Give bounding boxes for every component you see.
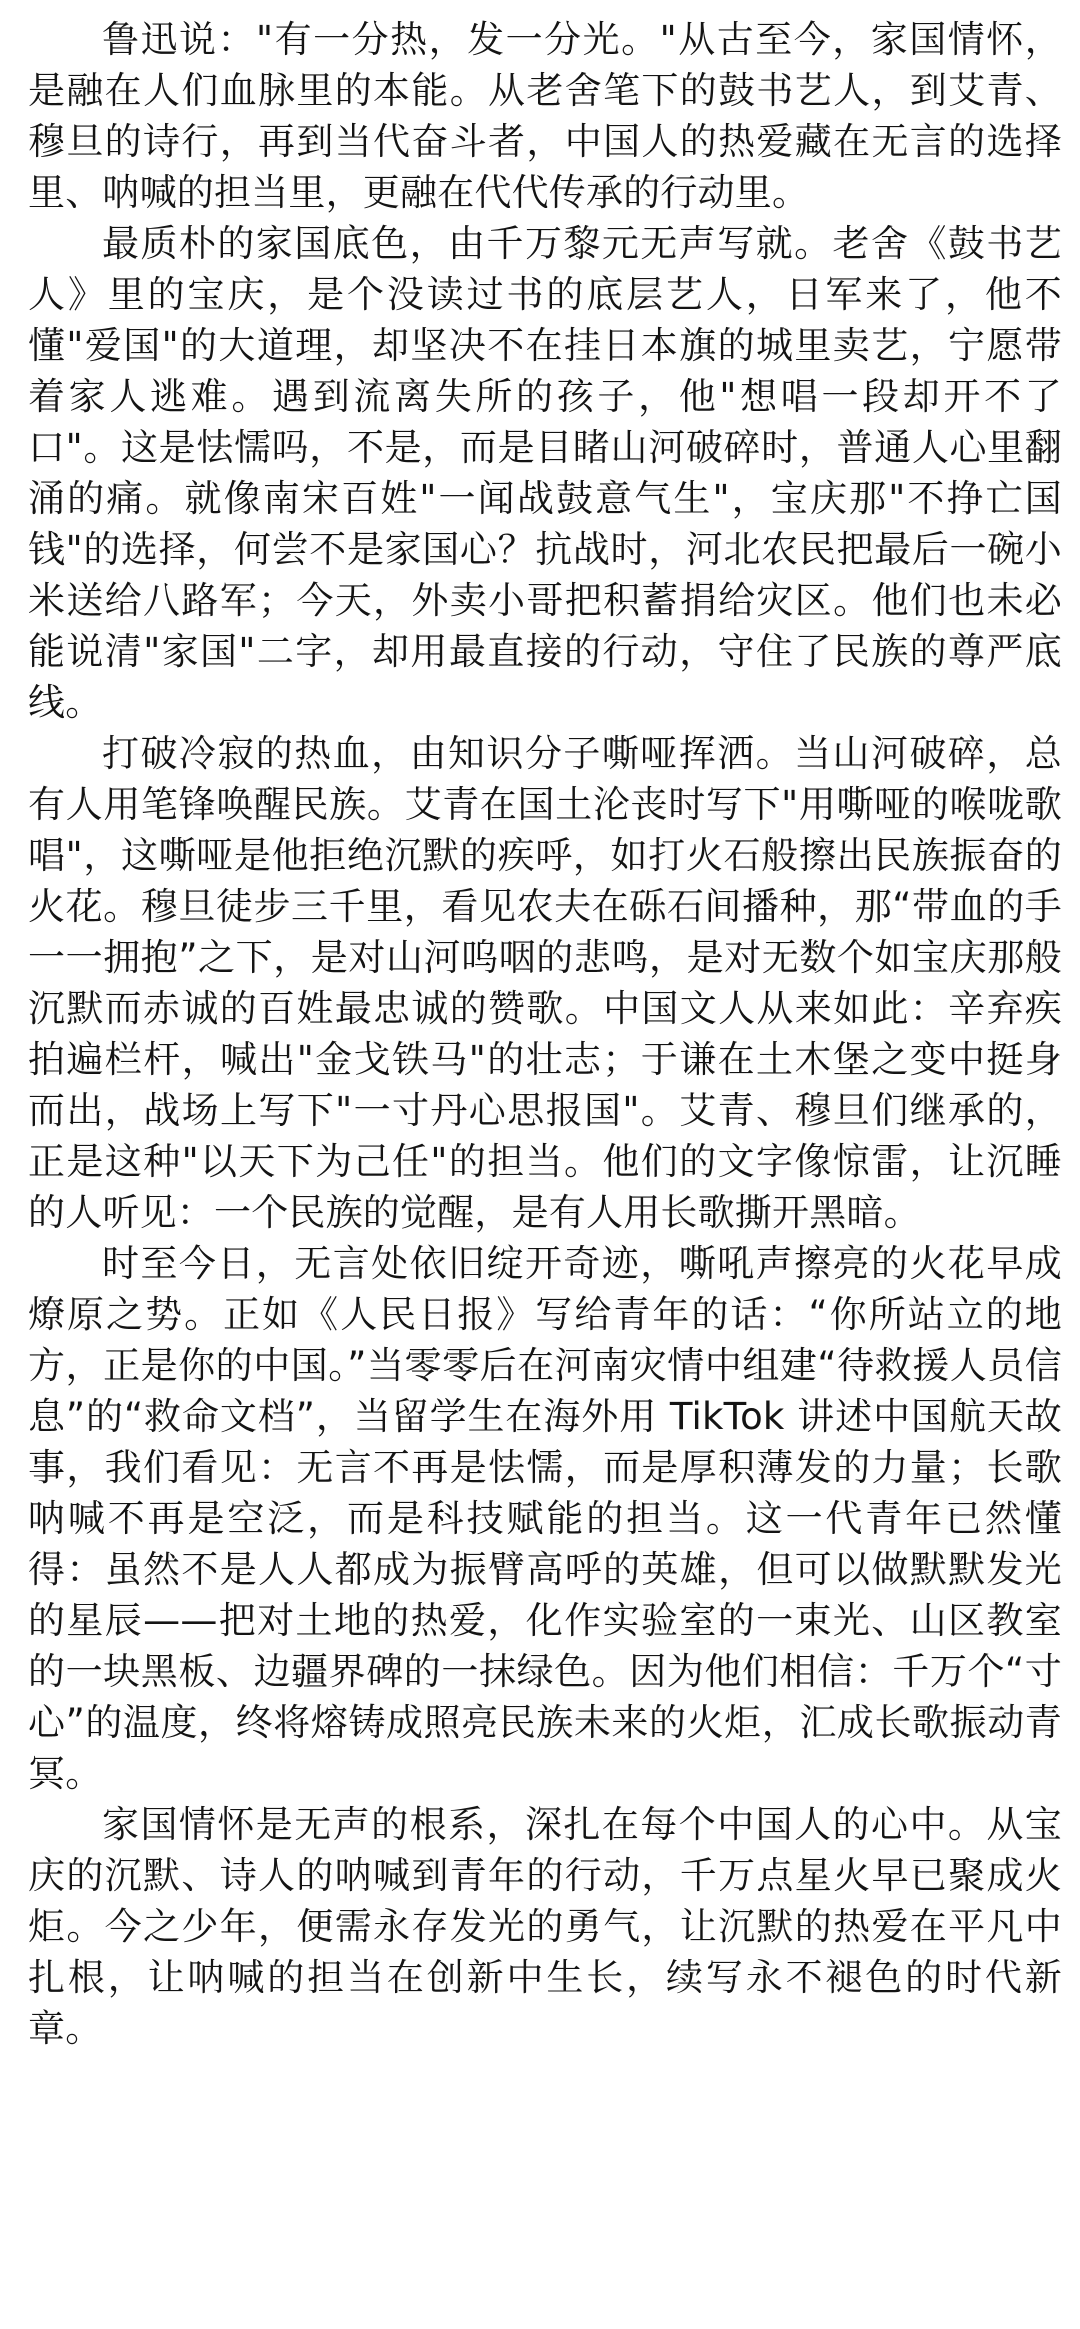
paragraph-ordinary-people: 最质朴的家国底色，由千万黎元无声写就。老舍《鼓书艺人》里的宝庆，是个没读过书的底层艺人，日军来了，他不懂"爱国"的大道理，却坚决不在挂日本旗的城里卖艺，宁愿带着家人逃难。遇到流离失所的孩子，他"想唱一段却开不了口"。这是怯懦吗，不是，而是目睹山河破碎时，普通人心里翻涌的痛。就像南宋百姓"一闻战鼓意气生"，宝庆那"不挣亡国钱"的选择，何尝不是家国心？抗战时，河北农民把最后一碗小米送给八路军；今天，外卖小哥把积蓄捐给灾区。他们也未必能说清"家国"二字，却用最直接的行动，守住了民族的尊严底线。 <box>28 222 1062 724</box>
essay-body <box>28 14 1062 2054</box>
paragraph-intellectuals: 打破冷寂的热血，由知识分子嘶哑挥洒。当山河破碎，总有人用笔锋唤醒民族。艾青在国土沦丧时写下"用嘶哑的喉咙歌唱"，这嘶哑是他拒绝沉默的疾呼，如打火石般擦出民族振奋的火花。穆旦徒步三千里，看见农夫在砾石间播种，那“带血的手一一拥抱”之下，是对山河呜咽的悲鸣，是对无数个如宝庆那般沉默而赤诚的百姓最忠诚的赞歌。中国文人从来如此：辛弃疾拍遍栏杆，喊出"金戈铁马"的壮志；于谦在土木堡之变中挺身而出，战场上写下"一寸丹心思报国"。艾青、穆旦们继承的，正是这种"以天下为己任"的担当。他们的文字像惊雷，让沉睡的人听见：一个民族的觉醒，是有人用长歌撕开黑暗。 <box>28 732 1062 1234</box>
paragraph-conclusion: 家国情怀是无声的根系，深扎在每个中国人的心中。从宝庆的沉默、诗人的呐喊到青年的行动，千万点星火早已聚成火炬。今之少年，便需永存发光的勇气，让沉默的热爱在平凡中扎根，让呐喊的担当在创新中生长，续写永不褪色的时代新章。 <box>28 1803 1062 2050</box>
paragraph-today: 时至今日，无言处依旧绽开奇迹，嘶吼声擦亮的火花早成燎原之势。正如《人民日报》写给青年的话：“你所站立的地方，正是你的中国。”当零零后在河南灾情中组建“待救援人员信息”的“救命文档”，当留学生在海外用 TikTok 讲述中国航天故事，我们看见：无言不再是怯懦，而是厚积薄发的力量；长歌呐喊不再是空泛，而是科技赋能的担当。这一代青年已然懂得：虽然不是人人都成为振臂高呼的英雄，但可以做默默发光的星辰——把对土地的热爱，化作实验室的一束光、山区教室的一块黑板、边疆界碑的一抹绿色。因为他们相信：千万个“寸心”的温度，终将熔铸成照亮民族未来的火炬，汇成长歌振动青冥。 <box>28 1242 1062 1795</box>
paragraph-intro: 鲁迅说："有一分热，发一分光。"从古至今，家国情怀，是融在人们血脉里的本能。从老舍笔下的鼓书艺人，到艾青、穆旦的诗行，再到当代奋斗者，中国人的热爱藏在无言的选择里、呐喊的担当里，更融在代代传承的行动里。 <box>28 18 1062 214</box>
